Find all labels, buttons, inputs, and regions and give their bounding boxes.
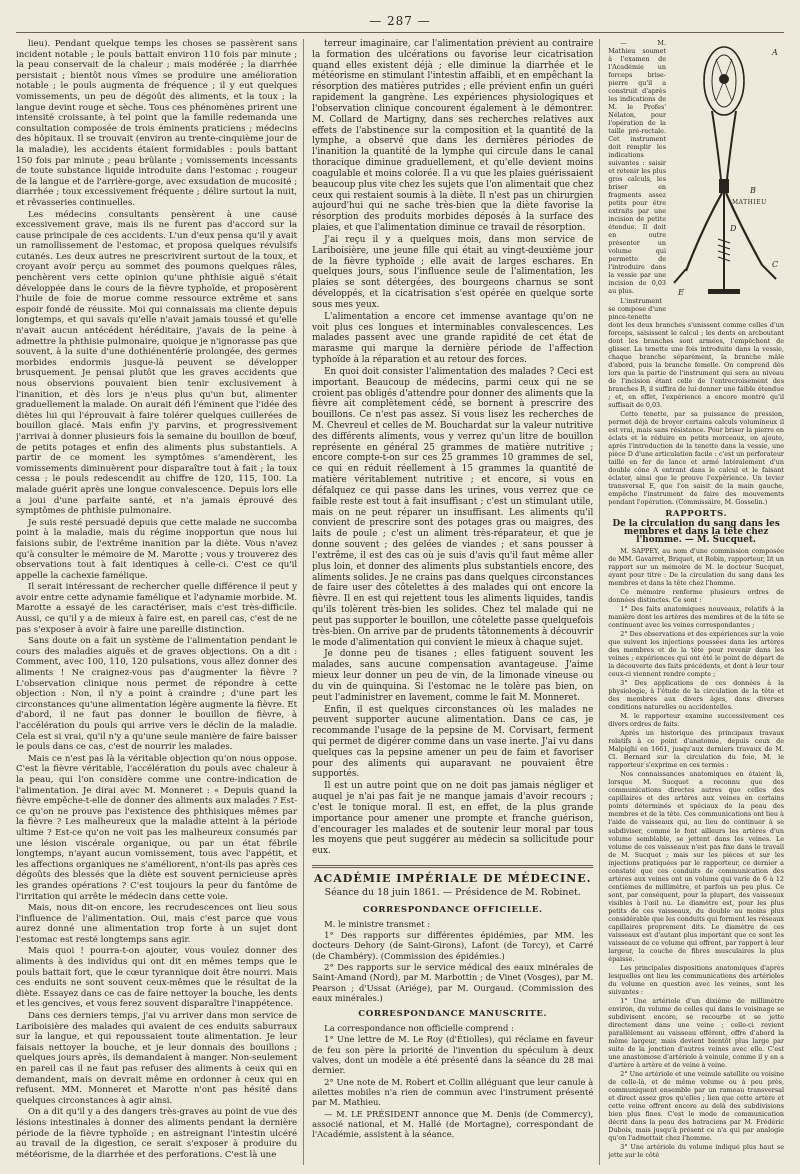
paragraph: 2° Des rapports sur le service médical des eaux minérales de Saint-Amand (Nord), par M. Marbottin ; de Vinet (Vosges), par M. Pearson ; d'Ussat (Ariége), par M. Ourgaud. (Commission des eaux minérales.) — [312, 961, 594, 1003]
rapports-heading: RAPPORTS. — [665, 508, 728, 519]
paragraph: Mais, nous dit-on encore, les recrudescences ont lieu sous l'influence de l'alimentation. Oui, mais c'est parce que vous aurez donné une alimentation trop forte à un sujet dont l'estomac est resté longtemps sans agir. — [16, 903, 298, 945]
paragraph: Ce mémoire renferme plusieurs ordres de données distinctes. Ce sont : — [608, 588, 784, 605]
paragraph: Nos connaissances anatomiques en étaient là, lorsque M. Sucquet a reconnu que des communications directes autres que celles des capillaires et des artères aux veines en certains points déterminés et spéciaux de la peau des membres et de la tête. Ces communications ont lieu à l'aide de vaisseaux qui, au lieu de continuer à se subdiviser, comme le font ailleurs les artères d'un volume semblable, se jettent dans les veines. Le volume de ces vaisseaux n'est pas fixe dans le travail de M. Sucquet ; mais sur les pièces et sur les injections pratiquées par le rapporteur, ce dernier a constaté que ces conduits de communication des artères aux veines ont un volume qui varie de 6 à 12 centièmes de millimètre, et parfois un peu plus. Ce sont, par conséquent, pour la plupart, des vaisseaux visibles à l'œil nu. Le diamètre est, pour les plus petits de ces vaisseaux, du double au moins plus considérable que les conduits qui forment les réseaux capillaires proprement dits. Le diamètre de ces vaisseaux est d'autant plus important que ce sont les vaisseaux de ce volume qui offrent, par rapport à leur largeur, la couche de fibres musculaires la plus épaisse. — [608, 770, 784, 963]
paragraph: Il serait intéressant de rechercher quelle différence il peut y avoir entre cette adynamie famélique et l'adynamie morbide. M. Marotte a essayé de les caractériser, mais c'est très-difficile. Aussi, ce qu'il y a de mieux à faire est, en pareil cas, c'est de ne pas s'exposer à avoir à faire une pareille distinction. — [16, 582, 298, 635]
paragraph: 2° Des observations et des expériences sur la voie que suivent les injections poussées dans les artères des membres et de la tête pour revenir dans les veines ; expériences qui ont été le point de départ de la découverte des faits précédents, et dont à leur tour ceux-ci viennent rendre compte ; — [608, 630, 784, 679]
paragraph: J'ai reçu il y a quelques mois, dans mon service de Lariboisière, une jeune fille qui était au vingt-deuxième jour de la fièvre typhoïde ; elle avait de larges eschares. En quelques jours, sous l'influence seule de l'alimentation, les plaies se sont détergées, des bourgeons charnus se sont développés, et la cicatrisation s'est opérée en quelque sorte sous mes yeux. — [312, 234, 594, 310]
paragraph: L'instrument se compose d'une pince-tenette dont les deux branches s'unissent comme celles d'un forceps, saisissent le calcul ; les dents en arcboutant dont les branches sont armées, l'empêchent de glisser. La tenette une fois introduite dans la vessie, chaque branche séparément, la branche mâle d'abord, puis la branche femelle. On comprend dès lors que la partie de l'instrument qui sera au niveau de l'incision étant celle de l'entrecroisement des branches B, il suffira de lui donner une faible étendue ; et, en effet, l'expérience a encore montré qu'il suffisait de 0,03. — [608, 296, 784, 409]
paragraph: M. le rapporteur examine successivement ces divers ordres de faits. — [608, 712, 784, 729]
paragraph: M. le ministre transmet : — [324, 918, 431, 929]
forceps-drawing — [672, 39, 784, 309]
paragraph: Après un historique des principaux travaux relatifs à ce point d'anatomie, depuis ceux de Malpighi en 1661, jusqu'aux derniers travaux de M. Cl. Bernard sur la circulation du foie, M. le rapporteur s'exprime en ces termes : — [608, 729, 784, 770]
column-middle — [312, 39, 600, 1165]
paragraph: Les principales dispositions anatomiques d'après lesquelles ont lieu les communications des artérioles du volume en question avec les veines, sont les suivantes : — [608, 963, 784, 996]
figure-label-a: A — [772, 48, 778, 57]
paragraph: Les médecins consultants pensèrent à une cause excessivement grave, mais ils ne furent pas d'accord sur la cause principale de ces accidents. L'un d'eux pensa qu'il y avait un ramollissement de l'estomac, et proposa quelques révulsifs cutanés. Les deux autres ne prescrivirent surtout de la toux, et croyant avoir perçu au sommet des poumons quelques râles, penchèrent vers cette opinion qu'une phthisie aiguë s'était développée dans le cours de la fièvre typhoïde, et proposèrent l'huile de foie de morue comme ressource extrême et sans espoir fondé de réussite. Moi qui connaissais ma cliente depuis longtemps, et qui savais qu'elle n'avait jamais toussé et qu'elle n'avait aucun antécédent héréditaire, j'avais de la peine à admettre la phthisie pulmonaire, quoique je n'ignorasse pas que souvent, à la suite d'une dothiénentérie prolongée, des germes morbides endormis jusque-là peuvent se développer brusquement. Je pensai plutôt que les graves accidents que nous observions pouvaient bien tenir exclusivement à l'inanition, et dès lors je n'eus plus qu'un but, alimenter graduellement la malade. On aurait défi l'éminent que l'idée des diètes lui qui l'éprouvait à faire tolérer quelques cuillerées de bouillon glacé. Mais enfin j'y parvins, et progressivement j'arrivai à donner plusieurs fois la semaine du bouillon de bœuf, de petits potages et enfin des aliments plus substantiels. A partir de ce moment les symptômes s'amendèrent, les vomissements diminuèrent pour disparaître tout à fait ; la toux cessa ; le pouls redescendit au chiffre de 120, 115, 100. La malade guérit après une longue convalescence. Depuis lors elle a joui d'une parfaite santé, et n'a jamais éprouvé des symptômes de phthisie pulmonaire. — [16, 209, 298, 517]
manuscript-correspondence-heading: CORRESPONDANCE MANUSCRITE. — [358, 1009, 548, 1020]
page-number: — 287 — — [369, 14, 431, 28]
paragraph: terreur imaginaire, car l'alimentation prévient au contraire la formation des ulcérations ou favorise leur cicatrisation quand elles existent déjà ; elle diminue la diarrhée et le météorisme en stimulant l'intestin affaibli, et en empêchant la résorption des matières putrides ; elle prévient enfin un guéri rapidement la gangrène. Les expériences physiologiques et l'observation clinique concourent également à le démontrer. M. Collard de Martigny, dans ses recherches relatives aux effets de l'abstinence sur la composition et la quantité de la lymphe, a observé que dans les dernières périodes de l'inanition la quantité de la lymphe qui circule dans le canal thoracique diminue graduellement, et qu'elle devient moins coagulable et moins colorée. Il a vu que les plaies guérissaient beaucoup plus vite chez les sujets que l'on alimentait que chez ceux qui restaient soumis à la diète. Il n'est pas un chirurgien aujourd'hui qui ne sache très-bien que la diète favorise la résorption des produits morbides déposés à la surface des plaies, et que l'alimentation diminue ce travail de résorption. — [312, 39, 594, 234]
paragraph: Je suis resté persuadé depuis que cette malade ne succomba point à la maladie, mais du régime inopportun que nous lui faisions subir, de l'extrême inanition par la diète. Vous n'avez qu'à consulter le mémoire de M. Marotte ; vous y trouverez des observations tout à fait identiques à celle-ci. C'est ce qu'il appelle la cachexie famélique. — [16, 517, 298, 581]
column-left — [16, 39, 304, 1165]
paragraph: 2° Une note de M. Robert et Collin alléguant que leur canule à ailettes mobiles n'a rien de commun avec l'instrument présenté par M. Mathieu. — [312, 1076, 594, 1108]
paragraph: Enfin, il est quelques circonstances où les malades ne peuvent supporter aucune alimentation. Dans ce cas, je recommande l'usage de la pepsine de M. Corvisart, ferment qui permet de digérer comme dans un vase inerte. J'ai vu dans quelques cas la pepsine amener un peu de faim et favoriser pour des aliments qui auparavant ne pouvaient être supportés. — [312, 704, 594, 780]
paragraph: — M. Mathieu soumet à l'examen de l'Académie un forceps brise-pierre qu'il a construit d'après les indications de M. le Profes' Nélaton, pour l'opération de la taille pré-rectale. Cet instrument doit remplir les indications suivantes : saisir et retenir les plus gros calculs, les briser en fragments assez petits pour être extraits par une incision de petite étendue. Il doit en outre présenter un volume qui permette de l'introduire dans la vessie par une incision de 0,03 au plus. — [608, 39, 666, 296]
academy-title: ACADÉMIE IMPÉRIALE DE MÉDECINE. — [313, 872, 592, 886]
official-correspondence-heading: CORRESPONDANCE OFFICIELLE. — [362, 904, 543, 915]
paragraph: Je donne peu de tisanes ; elles fatiguent souvent les malades, sans aucune compensation avantageuse. J'aime mieux leur donner un peu de vin, de la limonade vineuse ou du vin de quinquina. Si l'estomac ne le tolère pas bien, on peut l'administrer en lavement, comme le fait M. Monneret. — [312, 649, 594, 703]
paragraph: La correspondance non officielle comprend : — [324, 1023, 514, 1034]
paragraph: Mais quoi ! pourra-t-on ajouter, vous voulez donner des aliments à des individus qui ont dit en mêmes temps que le pouls battait fort, que le cœur tyrannique doit être nourri. Mais ces enduits ne sont souvent ceux-mêmes que le résultat de la diète. Essayez dans ce cas de faire nettoyer la bouche, les dents et les gencives, et vous ferez souvent disparaître l'inappétence. — [16, 946, 298, 1010]
paragraph: Cette tenette, par sa puissance de pression, permet déjà de broyer certains calculs volumineux il est vrai, mais sans résistance. Pour briser la pierre en éclats et la réduire en petits morceaux, on ajoute, après l'introduction de la tenette dans la vessie, une pièce D d'une articulation facile : c'est un perforateur taillé en fer de lance et armé latéralement d'un double cône A entrant dans le calcul et le faisant éclater, ainsi que le prouve l'expérience. Un levier transversal E, que l'on saisit de la main gauche, empêche l'instrument de faire des mouvements pendant l'opération. (Commissaire, M. Gosselin.) — [608, 409, 784, 506]
paragraph: 3° Des applications de ces données à la physiologie, à l'étude de la circulation de la tête et des membres aux divers âges, dans diverses conditions naturelles ou accidentelles. — [608, 679, 784, 712]
paragraph: Il est un autre point que on ne doit pas jamais négliger et auquel je n'ai pas fait je ne manque jamais d'avoir recours ; c'est le tonique moral. Il est, en effet, de la plus grande importance pour amener une prompte et franche guérison, d'encourager les malades et de soutenir leur moral par tous les moyens que peut suggérer au médecin sa sollicitude pour eux. — [312, 781, 594, 857]
figure-label-e: E — [678, 288, 684, 297]
figure-label-b: B — [750, 186, 756, 195]
paragraph: L'alimentation a encore cet immense avantage qu'on ne voit plus ces longues et interminables convalescences. Les malades passent avec une grande rapidité de cet état de marasme qui marque la dernière période de l'affection typhoïde à la réparation et au retour des forces. — [312, 311, 594, 366]
paragraph: 1° Une lettre de M. Le Roy (d'Étiolles), qui réclame en faveur de feu son père la priorité de l'invention du spéculum à deux valves, dont un modèle a été présenté dans la séance du 28 mai dernier. — [312, 1034, 594, 1076]
columns — [16, 39, 784, 1165]
page-header — [16, 14, 784, 33]
paragraph: M. SAPPEY, au nom d'une commission composée de MM. Gavarret, Briquet, et Robin, rapporteur, lit un rapport sur un mémoire de M. le docteur Sucquet, ayant pour titre : De la circulation du sang dans les membres et dans la tête chez l'homme. — [608, 546, 784, 588]
figure-label-c: C — [772, 260, 779, 269]
paragraph: 1° Une artériole d'un dixième de millimètre environ, du volume de celles qui dans le voisinage se subdivisent encore, se recourbe et se jette directement dans une veine ; celle-ci revient parallèlement au vaisseau efférent, offre d'abord la même largeur, mais devient bientôt plus large par suite de la jonction d'autres veines avec elle. C'est une anastomose d'artériole à veinule, comme il y en a d'artère à artère et de veine à veine. — [608, 996, 784, 1069]
paragraph: En quoi doit consister l'alimentation des malades ? Ceci est important. Beaucoup de médecins, parmi ceux qui ne se croient pas obligés d'attendre pour donner des aliments que la fièvre ait complètement cédé, se bornent à prescrire des bouillons. Ce n'est pas assez. Si vous lisez les recherches de M. Chevreul et celles de M. Bouchardat sur la valeur nutritive des différents aliments, vous y verrez qu'un litre de bouillon représente en général 25 grammes de matière nutritive ; encore compte-t-on sur ces 25 grammes 10 grammes de sel, ce qui en réduit réellement à 15 grammes la quantité de matière véritablement nutritive ; et encore, si vous en défalquez ce qui passe dans les urines, vous verrez que ce faible reste est tout à fait insuffisant ; c'est un stimulant utile, mais on ne peut réparer un insuffisant. Les aliments qu'il convient de prescrire sont des potages gras ou maigres, des laits de poule ; c'est un aliment très-réparateur, et que je donne souvent ; des gelées de viandes ; et sans pousser à l'extrême, il est des cas où je suis d'avis qu'il faut même aller plus loin, et donner des aliments plus substantiels encore, des aliments solides. Je ne crains pas dans quelques circonstances de faire user des côtelettes à des malades qui ont encore la fièvre. Il en est qui rejettent tous les aliments liquides, tandis qu'ils tolèrent très-bien les solides. Chez tel malade qui ne peut pas supporter le bouillon, une côtelette passe quelquefois très-bien. On arrive par de prudents tâtonnements à découvrir le mode d'alimentation qui convient le mieux à chaque sujet. — [312, 366, 594, 648]
paragraph: Dans ces derniers temps, j'ai vu arriver dans mon service de Lariboisière des malades qui avaient de ces enduits saburraux sur la langue, et qui repoussaient toute alimentation. Je leur faisais nettoyer la bouche, et je leur donnais des bouillons ; quelques jours après, ils demandaient à manger. Non-seulement en pareil cas il ne faut pas refuser des aliments à ceux qui en demandent, mais on devrait même en ordonner à ceux qui en refusent. MM. Monneret et Marotte n'ont pas hésité dans quelques circonstances à agir ainsi. — [16, 1011, 298, 1106]
paragraph: On a dit qu'il y a des dangers très-graves au point de vue des lésions intestinales à donner des aliments pendant la dernière période de la fièvre typhoïde ; en astreignant l'intestin ulcéré au travail de la digestion, ce serait s'exposer à produire du météorisme, de la diarrhée et des perforations. C'est là une — [16, 1107, 298, 1160]
figure-maker-mark: MATHIEU — [732, 199, 767, 206]
sitting-line: Séance du 18 juin 1861. — Présidence de M. Robinet. — [324, 886, 581, 898]
paragraph: Sans doute on a fait un système de l'alimentation pendant le cours des maladies aiguës et de graves objections. On a dit : Comment, avec 100, 110, 120 pulsations, vous allez donner des aliments ! Ne craignez-vous pas d'augmenter la fièvre ? L'observation clinique nous permet de répondre à cette objection : Non, il n'y a point à craindre ; d'une part les circonstances qu'une alimentation légère augmente la fièvre. Et d'abord, il ne faut pas donner le bouillon de fièvre, à l'accélération du pouls qui arrive vers le déclin de la maladie. Cela est si vrai, qu'il n'y a qu'une seule manière de faire baisser le pouls dans ce cas, c'est de nourrir les malades. — [16, 636, 298, 753]
paragraph: Mais ce n'est pas là la véritable objection qu'on nous oppose. C'est la fièvre véritable, l'accélération du pouls avec chaleur à la peau, qui l'on considère comme une contre-indication de l'alimentation. Je dirai avec M. Monneret : « Depuis quand la fièvre empêche-t-elle de donner des aliments aux malades ? Est-ce qu'on ne prouve pas l'existence des phthisiques mêmes par la fièvre ? Les malheureux que la maladie atteint à la période ultime ? Est-ce qu'on ne voit pas les malheureux consumés par une lésion viscérale organique, ou par un état fébrile longtemps, n'ayant aucun vomissement, tous avec l'appétit, et les affections organiques ne s'améliorent, n'ont-ils pas après ces dégoûts des blessés que la diète est souvent pernicieuse après les grandes opérations ? C'est toujours la peur du fantôme de l'irritation qui arrête le médecin dans cette voie. — [16, 753, 298, 902]
paragraph: lieu). Pendant quelque temps les choses se passèrent sans incident notable ; le pouls battait environ 110 fois par minute ; la peau conservait de la chaleur ; mais modérée ; la diarrhée persistait ; bientôt nous vîmes se produire une amélioration notable ; le pouls augmenta de fréquence ; il y eut quelques vomissements, un peu de dégoût des aliments, et la toux ; la langue devint rouge et sèche. Tous ces phénomènes prirent une intensité croissante, à tel point que la famille redemanda une consultation composée de trois éminents praticiens ; médecins des hôpitaux. Il se trouvait (environ au trente-cinquième jour de la maladie), les accidents étaient formidables : pouls battant 150 fois par minute ; peau brûlante ; vomissements incessants de toute substance liquide introduite dans l'estomac ; rougeur de la langue et de l'arrière-gorge, avec exsudation de mucosité ; diarrhée ; toux excessivement fréquente ; délire surtout la nuit, et rêvasseries continuelles. — [16, 39, 298, 208]
paragraph: 3° Une artériole du volume indiqué plus haut se jette sur le côté — [608, 1143, 784, 1160]
paragraph: — M. LE PRÉSIDENT annonce que M. Denis (de Commercy), associé national, et M. Hallé (de Mortagne), correspondant de l'Académie, assistent à la séance. — [312, 1108, 594, 1140]
paragraph: 1° Des faits anatomiques nouveaux, relatifs à la manière dont les artères des membres et de la tête se continuent avec les veines correspondantes ; — [608, 605, 784, 630]
column-right — [608, 39, 784, 1165]
paragraph: 2° Une artériole et une veinule satellite ou voisine de celle-là, et de même volume ou à peu près, communiquent ensemble par un rameau transversal et direct assez gros qu'elles ; lien que cette artère et cette veine offrent encore au delà des subdivisions bien plus fines. C'est le mode de communication décrit dans la peau des batraciens par M. Frédéric Dubois, mais jusqu'à présent ce n'a qui par analogie qu'on l'admettait chez l'homme. — [608, 1069, 784, 1143]
rapport-title: De la circulation du sang dans les membres et dans la tête chez l'homme. — M. Sucquet. — [612, 518, 780, 545]
section-divider — [312, 865, 593, 868]
figure-label-d: D — [730, 224, 737, 233]
paragraph: 1° Des rapports sur différentes épidémies, par MM. les docteurs Dehory (de Saint-Girons), Lafont (de Torcy), et Carré (de Chambéry). (Commission des épidémies.) — [312, 929, 594, 961]
lithotomy-forceps-illustration — [672, 39, 784, 309]
